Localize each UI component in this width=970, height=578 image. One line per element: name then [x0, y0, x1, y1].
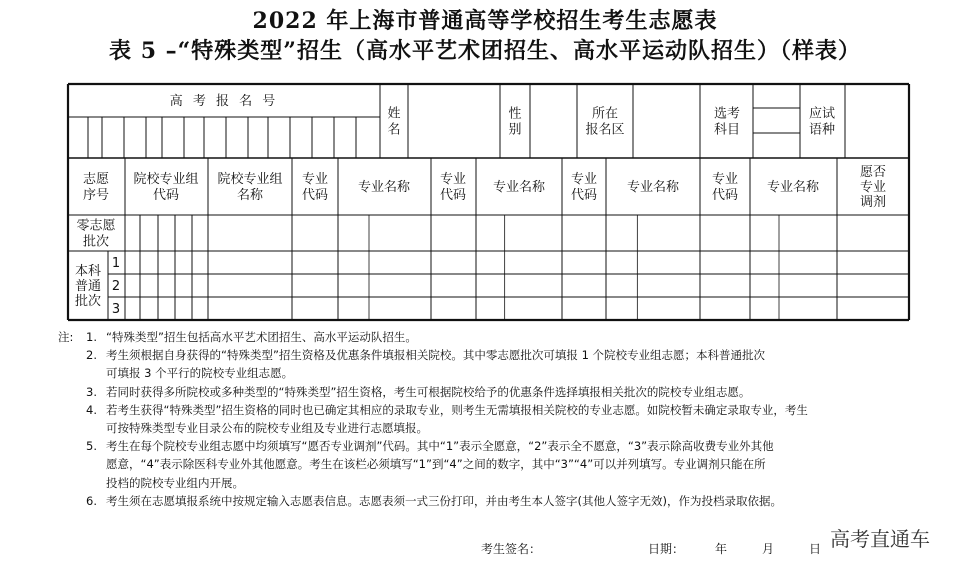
note-number: 1. — [86, 330, 97, 344]
col-header-adjust: 调剂 — [859, 195, 887, 210]
col-header-group-name: 名称 — [236, 188, 264, 203]
subject-label: 科目 — [713, 122, 741, 138]
col-header-major-code-3: 专业 — [570, 172, 598, 187]
note-item — [58, 328, 948, 346]
note-text-line: “特殊类型”招生包括高水平艺术团招生、高水平运动队招生。 — [106, 330, 417, 344]
note-item — [58, 346, 948, 382]
note-text-line: 考生在每个院校专业组志愿中均须填写“愿否专业调剂”代码。其中“1”表示全愿意，“2”表示全不愿意，“3”表示除高收费专业外其他 — [106, 439, 774, 454]
date-year: 年 — [715, 542, 728, 556]
col-header-major-name-4: 专业名称 — [766, 180, 820, 195]
row-label-regular-batch: 普通 — [74, 279, 102, 294]
note-item — [58, 401, 948, 437]
note-text-line: 投档的院校专业组内开展。 — [106, 475, 244, 490]
note-number: 3. — [86, 384, 97, 399]
note-text-line: 考生须在志愿填报系统中按规定输入志愿表信息。志愿表须一式三份打印，并由考生本人签字(其他人签字无效)，作为投档录取依据。 — [106, 493, 782, 508]
note-number: 2. — [86, 348, 97, 363]
choice-number-2: 2 — [111, 279, 121, 294]
name-label: 名 — [387, 122, 401, 138]
col-header-major-code-4: 代码 — [711, 188, 739, 203]
col-header-group-name: 院校专业组 — [217, 172, 283, 187]
col-header-major-code-4: 专业 — [711, 172, 739, 187]
date-day: 日 — [809, 542, 822, 556]
row-label-regular-batch: 批次 — [74, 294, 102, 309]
district-label: 所在 — [591, 106, 619, 122]
note-text-line: 若同时获得多所院校或多种类型的“特殊类型”招生资格，考生可根据院校给予的优惠条件选择填报相关批次的院校专业组志愿。 — [106, 384, 751, 399]
gender-label: 别 — [508, 122, 522, 138]
date-month: 月 — [762, 542, 775, 556]
col-header-major-code-1: 代码 — [301, 188, 329, 203]
note-text-line: 愿意，“4”表示除医科专业外其他愿意。考生在该栏必须填写“1”到“4”之间的数字，其中“3”“4”可以并列填写。专业调剂只能在所 — [106, 457, 766, 472]
col-header-major-code-3: 代码 — [570, 188, 598, 203]
watermark-text: 高考直通车 — [830, 527, 930, 551]
col-header-order: 志愿 — [82, 172, 110, 187]
form-title: 2022 年上海市普通高等学校招生考生志愿表 — [252, 8, 718, 34]
language-label: 语种 — [808, 122, 836, 138]
note-number: 6. — [86, 493, 97, 508]
col-header-major-code-2: 专业 — [439, 172, 467, 187]
col-header-major-code-2: 代码 — [439, 188, 467, 203]
col-header-adjust: 专业 — [859, 180, 887, 195]
note-item — [58, 437, 948, 492]
choice-number-1: 1 — [111, 256, 121, 271]
notes-list — [58, 328, 948, 510]
exam-number-label: 高 考 报 名 号 — [169, 94, 279, 109]
date-label: 日期： — [648, 542, 685, 556]
note-number: 4. — [86, 402, 97, 417]
note-text-line: 若考生获得“特殊类型”招生资格的同时也已确定其相应的录取专业，则考生无需填报相关院校的专业志愿。如院校暂未确定录取专业，考生 — [106, 402, 808, 417]
name-label: 姓 — [387, 106, 401, 122]
gender-label: 性 — [508, 106, 522, 122]
col-header-group-code: 代码 — [152, 188, 180, 203]
subject-label: 选考 — [713, 106, 741, 122]
notes-label: 注: — [58, 330, 74, 344]
col-header-adjust: 愿否 — [859, 165, 887, 180]
note-text-line: 考生须根据自身获得的“特殊类型”招生资格及优惠条件填报相关院校。其中零志愿批次可填报 1 个院校专业组志愿；本科普通批次 — [106, 348, 766, 363]
choice-number-3: 3 — [111, 302, 121, 317]
col-header-major-code-1: 专业 — [301, 172, 329, 187]
row-label-regular-batch: 本科 — [74, 264, 102, 279]
col-header-major-name-1: 专业名称 — [357, 180, 411, 195]
note-text-line: 可填报 3 个平行的院校专业组志愿。 — [106, 366, 294, 381]
col-header-order: 序号 — [82, 188, 110, 203]
col-header-group-code: 院校专业组 — [133, 172, 199, 187]
col-header-major-name-3: 专业名称 — [626, 180, 680, 195]
row-label-zero-batch: 批次 — [82, 234, 110, 250]
row-label-zero-batch: 零志愿 — [76, 218, 116, 234]
language-label: 应试 — [808, 106, 836, 122]
signature-label: 考生签名： — [481, 542, 542, 556]
col-header-major-name-2: 专业名称 — [492, 180, 546, 195]
notes-section — [58, 328, 948, 510]
table-text — [75, 93, 886, 317]
note-item — [58, 383, 948, 401]
note-text-line: 可按特殊类型专业目录公布的院校专业组及专业进行志愿填报。 — [106, 421, 428, 436]
table-grid — [68, 84, 909, 320]
district-label: 报名区 — [585, 122, 625, 138]
form-subtitle: 表 5 –“特殊类型”招生（高水平艺术团招生、高水平运动队招生）（样表） — [109, 38, 861, 64]
note-number: 5. — [86, 439, 97, 454]
note-item — [58, 492, 948, 510]
